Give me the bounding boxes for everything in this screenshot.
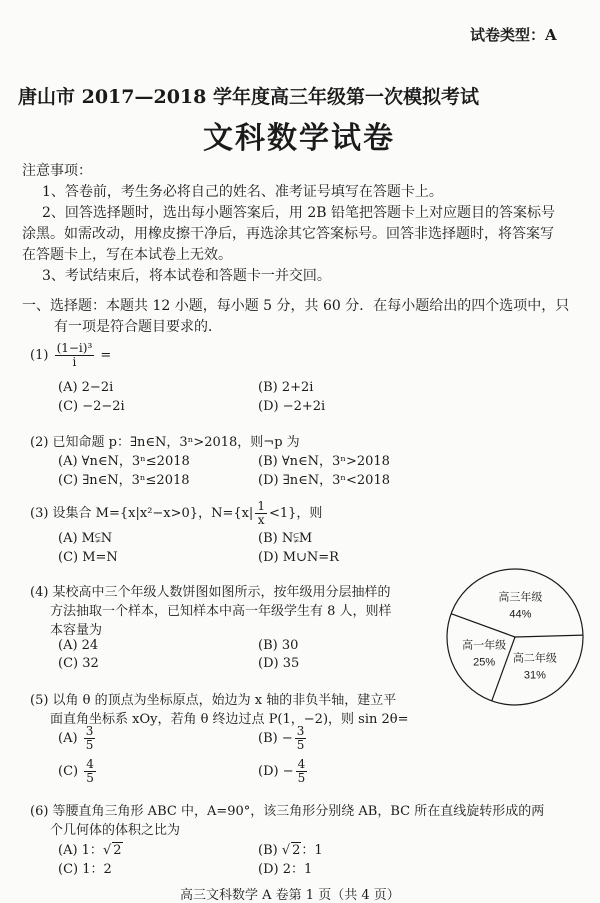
q2-option-b: (B) ∀n∈N，3ⁿ>2018 — [258, 454, 390, 469]
question-6-line-1: (6) 等腰直角三角形 ABC 中，A=90°，该三角形分别绕 AB，BC 所在直线旋转形成的两 — [30, 804, 545, 819]
q1-option-d: (D) −2+2i — [258, 399, 326, 414]
question-4-line-1: (4) 某校高中三个年级人数饼图如图所示，按年级用分层抽样的 — [30, 585, 391, 600]
q5-b-den: 5 — [296, 738, 305, 752]
q5-option-a-frac — [84, 725, 96, 752]
note-2-line-3: 在答题卡上，写在本试卷上无效。 — [22, 247, 232, 263]
q6-a-radicand: 2 — [113, 843, 122, 858]
q5-option-d-frac — [296, 758, 308, 785]
q5-option-c — [58, 758, 98, 785]
q3-option-a: (A) M⫋N — [58, 531, 113, 546]
q1-option-b: (B) 2+2i — [258, 380, 314, 395]
question-5-line-1: (5) 以角 θ 的顶点为坐标原点，始边为 x 轴的非负半轴，建立平 — [30, 693, 397, 708]
pie-value-grade-11: 31% — [523, 669, 546, 682]
question-4-line-2: 方法抽取一个样本，已知样本中高一年级学生有 8 人，则样 — [50, 604, 392, 619]
question-5-line-2: 面直角坐标系 xOy，若角 θ 终边过点 P(1，−2)，则 sin 2θ= — [50, 712, 409, 727]
q6-option-d: (D) 2：1 — [258, 862, 313, 877]
pie-value-grade-12: 44% — [509, 608, 532, 621]
exam-title: 唐山市 2017—2018 学年度高三年级第一次模拟考试 — [18, 86, 479, 108]
q5-a-den: 5 — [85, 738, 94, 752]
q3-stem-pre: (3) 设集合 M={x|x²−x>0}，N={x| — [30, 506, 254, 521]
q2-option-c: (C) ∃n∈N，3ⁿ≤2018 — [58, 473, 190, 488]
q1-tail: = — [100, 348, 112, 363]
grade-pie-chart — [440, 562, 590, 712]
pie-label-grade-10: 高一年级 — [462, 639, 507, 652]
q6-option-b: (B) √ 2：1 — [258, 843, 323, 858]
notes-heading: 注意事项： — [22, 163, 92, 179]
q6-b-pre: (B) — [258, 843, 282, 858]
note-2-line-1: 2、回答选择题时，选出每小题答案后，用 2B 铅笔把答题卡上对应题目的答案标号 — [42, 205, 556, 221]
q6-b-radicand: 2 — [292, 843, 301, 858]
note-1: 1、答卷前，考生务必将自己的姓名、准考证号填写在答题卡上。 — [42, 184, 443, 200]
question-1-stem — [30, 342, 111, 369]
q1-number: (1) — [30, 348, 49, 363]
q5-option-a-label: (A) — [58, 731, 78, 746]
q4-option-c: (C) 32 — [58, 656, 99, 671]
pie-value-grade-10: 25% — [473, 656, 496, 669]
q4-option-d: (D) 35 — [258, 656, 300, 671]
q5-b-num: 3 — [296, 724, 305, 738]
subject-title: 文科数学试卷 — [203, 121, 395, 156]
q6-option-c: (C) 1：2 — [58, 862, 112, 877]
page-footer: 高三文科数学 A 卷第 1 页（共 4 页） — [180, 888, 400, 903]
question-4-line-3: 本容量为 — [50, 623, 103, 638]
paper-type: 试卷类型：A — [470, 26, 557, 44]
q1-frac-num: (1−i)³ — [56, 341, 93, 355]
question-3-stem — [30, 500, 322, 527]
q3-frac-den: x — [257, 513, 265, 527]
q6-b-post: ：1 — [301, 843, 323, 858]
q3-fraction — [255, 500, 267, 527]
q5-c-den: 5 — [86, 771, 94, 785]
q6-a-pre: (A) 1： — [58, 843, 103, 858]
question-6-line-2: 个几何体的体积之比为 — [50, 823, 181, 838]
q3-stem-post: <1}，则 — [268, 506, 323, 521]
q5-option-c-frac — [84, 758, 96, 785]
q5-option-b — [258, 725, 308, 752]
q5-c-num: 4 — [86, 757, 94, 771]
q5-option-b-label: (B) − — [258, 731, 293, 746]
q3-option-c: (C) M=N — [58, 550, 118, 565]
q3-frac-num: 1 — [257, 499, 265, 513]
note-2-line-2: 涂黑。如需改动，用橡皮擦干净后，再选涂其它答案标号。回答非选择题时，将答案写 — [22, 226, 554, 242]
q3-option-d: (D) M∪N=R — [258, 550, 339, 565]
question-2-stem: (2) 已知命题 p：∃n∈N，3ⁿ>2018，则¬p 为 — [30, 435, 300, 450]
note-3: 3、考试结束后，将本试卷和答题卡一并交回。 — [42, 268, 331, 284]
q1-option-c: (C) −2−2i — [58, 399, 125, 414]
q4-option-a: (A) 24 — [58, 638, 99, 653]
q5-option-d — [258, 758, 309, 785]
q1-frac-den: i — [72, 355, 77, 369]
q5-option-c-label: (C) — [58, 764, 79, 779]
q2-option-d: (D) ∃n∈N，3ⁿ<2018 — [258, 473, 390, 488]
q5-option-b-frac — [295, 725, 307, 752]
q5-option-d-label: (D) − — [258, 764, 294, 779]
q3-option-b: (B) N⫋M — [258, 531, 313, 546]
q5-a-num: 3 — [85, 724, 94, 738]
q6-option-a: (A) 1：√ 2 — [58, 843, 122, 858]
section-heading-line-1: 一、选择题：本题共 12 小题，每小题 5 分，共 60 分．在每小题给出的四个选项中，只 — [22, 298, 570, 314]
q2-option-a: (A) ∀n∈N，3ⁿ≤2018 — [58, 454, 190, 469]
pie-label-grade-11: 高二年级 — [512, 652, 557, 665]
q5-d-den: 5 — [297, 771, 306, 785]
q5-option-a — [58, 725, 97, 752]
section-heading-line-2: 有一项是符合题目要求的． — [54, 319, 222, 335]
q4-option-b: (B) 30 — [258, 638, 299, 653]
q1-fraction — [55, 342, 95, 369]
pie-label-grade-12: 高三年级 — [498, 591, 543, 604]
q5-d-num: 4 — [297, 757, 306, 771]
q1-option-a: (A) 2−2i — [58, 380, 114, 395]
